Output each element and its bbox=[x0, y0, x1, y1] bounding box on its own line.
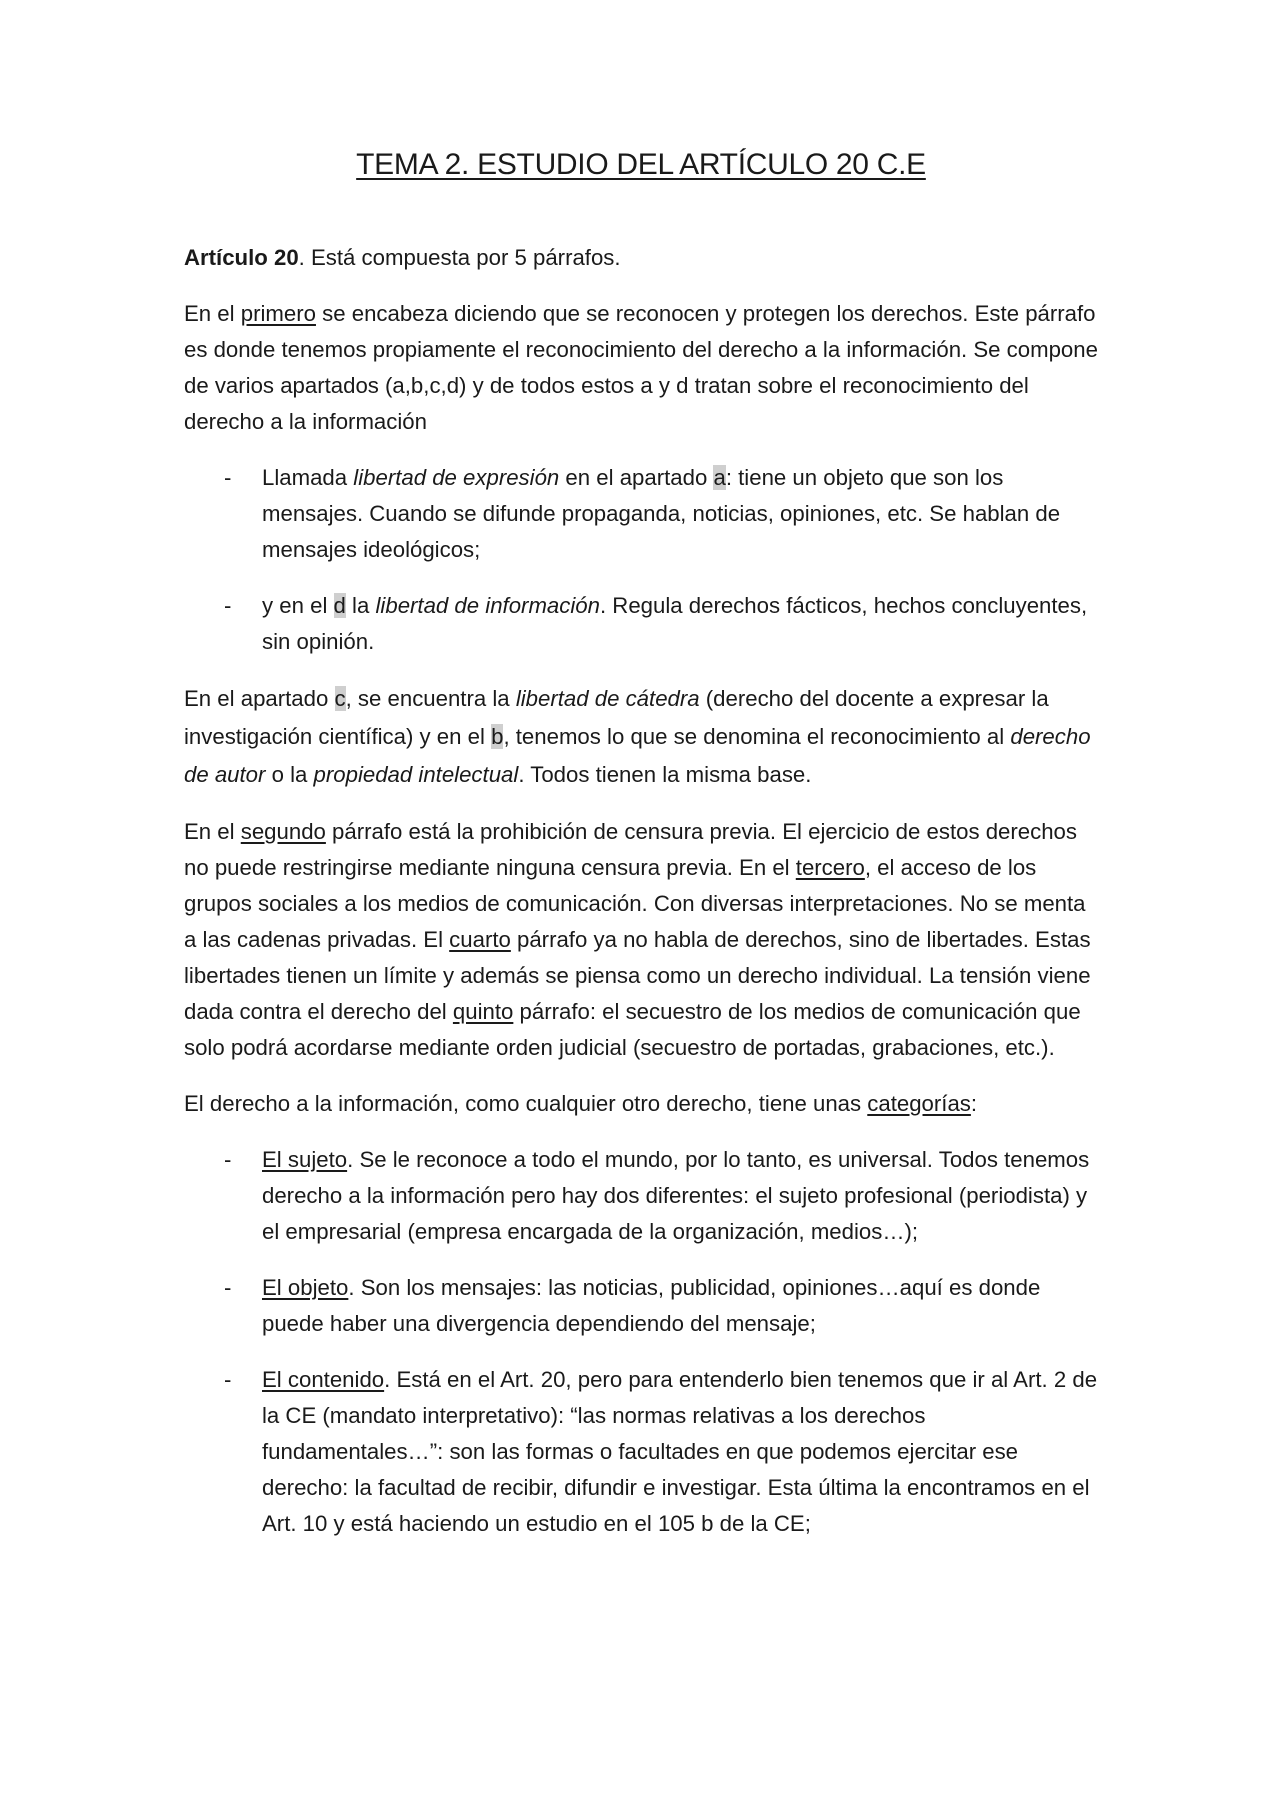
highlight-a: a bbox=[713, 465, 726, 490]
paragraph-apartado-c: En el apartado c, se encuentra la libertad de cátedra (derecho del docente a expresar la investigación científica) y en el b, tenemos lo que se denomina el reconocimiento al derecho de autor o la propiedad intelectual. Todos tienen la misma base. bbox=[184, 686, 1091, 787]
page-title: TEMA 2. ESTUDIO DEL ARTÍCULO 20 C.E bbox=[356, 148, 926, 181]
underlined-categorias: categorías bbox=[867, 1091, 971, 1116]
dash-bullet: - bbox=[224, 1147, 232, 1172]
underlined-quinto: quinto bbox=[452, 999, 514, 1024]
category-sujeto: El sujeto bbox=[262, 1147, 348, 1172]
list-item: - El contenido. Está en el Art. 20, pero para entenderlo bien tenemos que ir al Art. 2 de la CE (mandato interpretativo): “las normas relativas a los derechos fundamentales…”: son las formas o facultades en que podemos ejercitar ese derecho: la facultad de recibir, difundir e investigar. Esta última la encontramos en el Art. 10 y está haciendo un estudio en el 105 b de la CE; bbox=[184, 1362, 1098, 1542]
paragraph-intro: Artículo 20. Está compuesta por 5 párrafos. bbox=[184, 245, 621, 270]
underlined-primero: primero bbox=[240, 301, 316, 326]
list-item: - El sujeto. Se le reconoce a todo el mundo, por lo tanto, es universal. Todos tenemos derecho a la información pero hay dos diferentes: el sujeto profesional (periodista) y el empresarial (empresa encargada de la organización, medios…); bbox=[184, 1142, 1098, 1250]
dash-bullet: - bbox=[224, 465, 232, 490]
paragraph-primero: En el primero se encabeza diciendo que se reconocen y protegen los derechos. Este párrafo es donde tenemos propiamente el reconocimiento del derecho a la información. Se compone de varios apartados (a,b,c,d) y de todos estos a y d tratan sobre el reconocimiento del derecho a la información bbox=[184, 301, 1098, 434]
underlined-cuarto: cuarto bbox=[449, 927, 511, 952]
list-item: - Llamada libertad de expresión en el apartado a: tiene un objeto que son los mensajes. Cuando se difunde propaganda, noticias, opiniones, etc. Se hablan de mensajes ideológicos; bbox=[184, 460, 1098, 568]
paragraph-categorias: El derecho a la información, como cualquier otro derecho, tiene unas categorías: bbox=[184, 1091, 978, 1116]
highlight-d: d bbox=[333, 593, 346, 618]
highlight-b: b bbox=[491, 724, 504, 749]
list-item: - y en el d la libertad de información. Regula derechos fácticos, hechos concluyentes, sin opinión. bbox=[184, 588, 1098, 660]
list-categorias bbox=[184, 1142, 1098, 1542]
dash-bullet: - bbox=[224, 1275, 232, 1300]
category-contenido: El contenido bbox=[262, 1367, 385, 1392]
underlined-segundo: segundo bbox=[240, 819, 326, 844]
list-apartados bbox=[184, 460, 1098, 660]
paragraph-segundo: En el segundo párrafo está la prohibición de censura previa. El ejercicio de estos derechos no puede restringirse mediante ninguna censura previa. En el tercero, el acceso de los grupos sociales a los medios de comunicación. Con diversas interpretaciones. No se menta a las cadenas privadas. El cuarto párrafo ya no habla de derechos, sino de libertades. Estas libertades tienen un límite y además se piensa como un derecho individual. La tensión viene dada contra el derecho del quinto párrafo: el secuestro de los medios de comunicación que solo podrá acordarse mediante orden judicial (secuestro de portadas, grabaciones, etc.). bbox=[184, 819, 1091, 1060]
article-label: Artículo 20 bbox=[184, 245, 299, 270]
dash-bullet: - bbox=[224, 1367, 232, 1392]
category-objeto: El objeto bbox=[262, 1275, 349, 1300]
dash-bullet: - bbox=[224, 593, 232, 618]
list-item: - El objeto. Son los mensajes: las noticias, publicidad, opiniones…aquí es donde puede haber una divergencia dependiendo del mensaje; bbox=[184, 1270, 1098, 1342]
underlined-tercero: tercero bbox=[795, 855, 865, 880]
highlight-c: c bbox=[334, 686, 346, 711]
